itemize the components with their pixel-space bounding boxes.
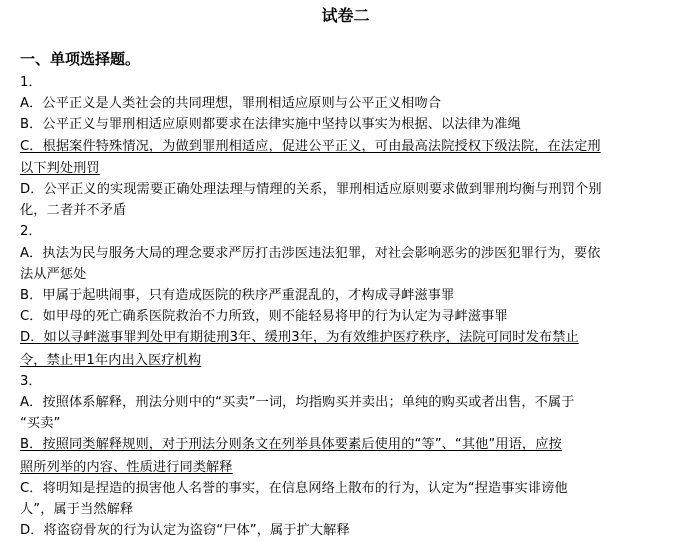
option-d-continued: 令，禁止甲1年内出入医疗机构 [20, 352, 202, 368]
question-number: 3． [20, 373, 42, 389]
exam-title: 试卷二 [321, 6, 370, 25]
option-a: A．按照体系解释，刑法分则中的“买卖”一词，均指购买并卖出；单纯的购买或者出售，不属于 [20, 395, 575, 411]
question-1 [20, 72, 671, 221]
option-a-continued: 法从严惩处 [20, 266, 87, 282]
option-d: D．公平正义的实现需要正确处理法理与情理的关系，罪刑相适应原则要求做到罪刑均衡与刑罚个别 [20, 182, 602, 198]
option-d-continued: 化，二者并不矛盾 [20, 203, 127, 219]
option-b-continued: 照所列举的内容、性质进行同类解释 [20, 459, 233, 475]
option-b: B．公平正义与罪刑相适应原则都要求在法律实施中坚持以事实为根据、以法律为准绳 [20, 117, 521, 133]
question-list [20, 72, 671, 541]
option-a-continued: “买卖” [20, 416, 61, 432]
option-a: A．执法为民与服务大局的理念要求严厉打击涉医违法犯罪，对社会影响恶劣的涉医犯罪行为，要依 [20, 245, 601, 261]
option-d: D．如以寻衅滋事罪判处甲有期徒刑3年、缓刑3年，为有效维护医疗秩序，法院可同时发布禁止 [20, 330, 579, 346]
option-c-continued: 人”，属于当然解释 [20, 502, 134, 518]
question-number: 2． [20, 224, 42, 240]
question-2 [20, 221, 671, 370]
option-b: B．按照同类解释规则，对于刑法分则条文在列举具体要素后使用的“等”、“其他”用语，应按 [20, 437, 562, 453]
option-c: C．根据案件特殊情况，为做到罪刑相适应，促进公平正义，可由最高法院授权下级法院，在法定刑 [20, 138, 601, 154]
question-3 [20, 371, 671, 541]
option-b: B．甲属于起哄闹事，只有造成医院的秩序严重混乱的，才构成寻衅滋事罪 [20, 288, 455, 304]
option-c-continued: 以下判处刑罚 [20, 160, 100, 176]
option-d: D．将盗窃骨灰的行为认定为盗窃“尸体”，属于扩大解释 [20, 523, 350, 539]
question-number: 1． [20, 75, 42, 90]
option-c: C．将明知是捏造的损害他人名誉的事实，在信息网络上散布的行为，认定为“捏造事实诽谤他 [20, 480, 568, 496]
option-a: A．公平正义是人类社会的共同理想，罪刑相适应原则与公平正义相吻合 [20, 96, 442, 112]
section-heading: 一、单项选择题。 [20, 50, 141, 68]
option-c: C．如甲母的死亡确系医院救治不力所致，则不能轻易将甲的行为认定为寻衅滋事罪 [20, 309, 508, 325]
